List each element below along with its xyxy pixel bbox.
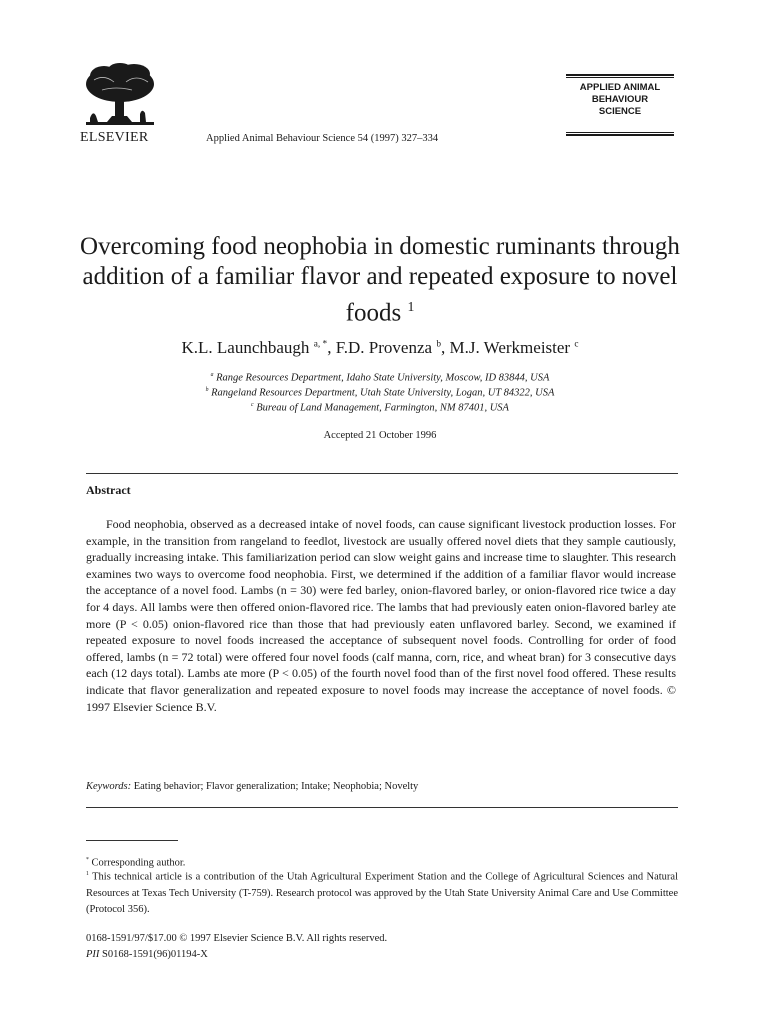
- affiliation: [80, 372, 680, 384]
- pii-label: PII: [86, 949, 100, 960]
- article-title-text: Overcoming food neophobia in domestic ruminants through addition of a familiar flavor and repeated exposure to novel foods: [80, 233, 680, 327]
- affiliation-text: Range Resources Department, Idaho State University, Moscow, ID 83844, USA: [216, 372, 550, 384]
- keywords: [86, 781, 418, 792]
- abstract-heading: Abstract: [86, 483, 131, 497]
- journal-brand-line: APPLIED ANIMAL: [579, 82, 661, 93]
- affiliation-mark: a: [210, 372, 214, 378]
- publisher-name: ELSEVIER: [80, 130, 149, 145]
- journal-brand: [566, 74, 674, 136]
- footnote-mark: *: [86, 857, 89, 863]
- footnote-text: Corresponding author.: [91, 857, 186, 869]
- legal-block: [86, 931, 387, 963]
- section-divider: [86, 473, 678, 474]
- affiliation: [80, 402, 680, 414]
- elsevier-tree-logo-icon: [82, 62, 158, 128]
- affiliation-text: Rangeland Resources Department, Utah State University, Logan, UT 84322, USA: [211, 387, 555, 399]
- journal-citation: Applied Animal Behaviour Science 54 (1997) 327–334: [206, 133, 439, 144]
- footnote-mark: 1: [86, 871, 89, 877]
- abstract-body: Food neophobia, observed as a decreased intake of novel foods, can cause significant livestock production losses. For example, in the transition from rangeland to feedlot, livestock are usually offered novel diets that they sample cautiously, gradually increasing intake. This familiarization period can slow weight gains and increase time to slaughter. This research examines two ways to overcome food neophobia. First, we determined if the addition of a familiar flavor would increase the acceptance of a novel food. Lambs (n = 30) were fed barley, onion-flavored barley, or onion-flavored rice twice a day for 4 days. All lambs were then offered onion-flavored rice. The lambs that had previously eaten onion-flavored barley ate more (P < 0.05) onion-flavored rice than those that had previously eaten unflavored barley. Second, we examined if repeated exposure to novel foods increased the acceptance of subsequent novel foods. Controlling for order of food offered, lambs (n = 72 total) were offered four novel foods (calf manna, corn, rice, and wheat bran) for 3 consecutive days each (12 days total). Lambs ate more (P < 0.05) of the fourth novel food than of the first novel food offered. These results indicate that flavor generalization and repeated exposure to novel foods may increase the acceptance of novel foods. © 1997 Elsevier Science B.V.: [86, 517, 676, 714]
- copyright-line: 0168-1591/97/$17.00 © 1997 Elsevier Science B.V. All rights reserved.: [86, 933, 388, 944]
- affiliation: [80, 387, 680, 399]
- author-affiliation-mark: b: [436, 339, 441, 350]
- author-separator: ,: [440, 338, 450, 357]
- keywords-text: Eating behavior; Flavor generalization; Intake; Neophobia; Novelty: [133, 781, 419, 792]
- affiliation-text: Bureau of Land Management, Farmington, NM 87401, USA: [256, 402, 509, 414]
- author-name: M.J. Werkmeister: [449, 338, 571, 357]
- journal-brand-line: BEHAVIOUR: [591, 94, 649, 105]
- author-name: K.L. Launchbaugh: [181, 338, 310, 357]
- pii-value: S0168-1591(96)01194-X: [102, 949, 208, 960]
- footnote: [86, 866, 678, 918]
- affiliation-mark: b: [205, 387, 209, 393]
- author-separator: ,: [327, 338, 336, 357]
- journal-brand-line: SCIENCE: [598, 106, 642, 117]
- affiliation-mark: c: [251, 402, 254, 408]
- accepted-date: Accepted 21 October 1996: [323, 430, 437, 441]
- author-list: [80, 338, 680, 358]
- keywords-label: Keywords:: [86, 781, 132, 792]
- section-divider: [86, 807, 678, 808]
- author-affiliation-mark: a, *: [313, 339, 328, 350]
- author-affiliation-mark: c: [574, 339, 579, 350]
- article-title: [80, 232, 680, 328]
- footnote-text: This technical article is a contribution of the Utah Agricultural Experiment Station and the College of Agricultural Sciences and Natural Resources at Texas Tech University (T-759). Research protocol was approved by the Utah State University Animal Care and Use Committee (Protocol 356).: [86, 871, 679, 915]
- footnote-divider: [86, 840, 178, 841]
- pii-line: [86, 947, 387, 963]
- author-name: F.D. Provenza: [335, 338, 433, 357]
- title-footnote-mark: 1: [407, 299, 415, 314]
